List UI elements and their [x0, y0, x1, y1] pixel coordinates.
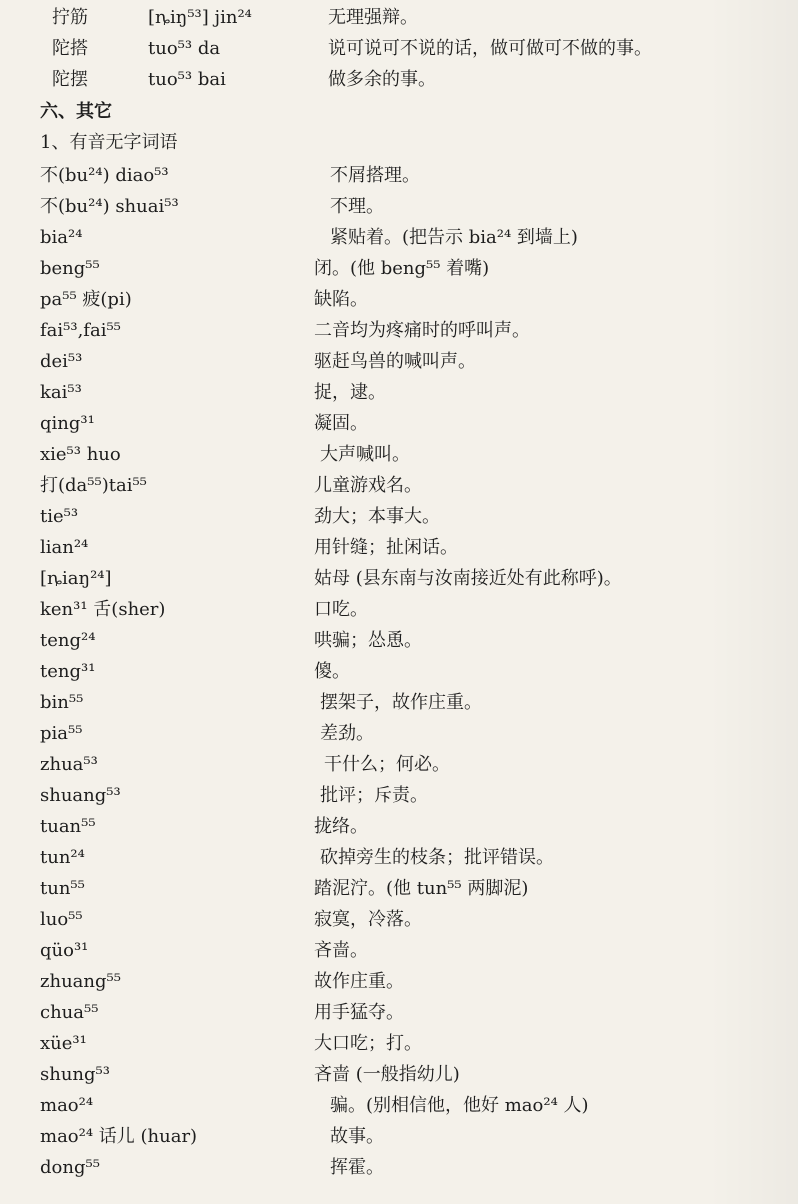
entry-pronunciation: [ȵiŋ⁵³] jin²⁴: [148, 7, 252, 28]
entry-row: [0, 408, 798, 439]
entry-row: [0, 563, 798, 594]
entry-word: 陀摆: [52, 69, 88, 90]
entry-term: tie⁵³: [40, 506, 79, 527]
entry-row: [0, 749, 798, 780]
entry-definition: 捉，逮。: [314, 382, 386, 403]
entry-term: zhua⁵³: [40, 754, 98, 775]
entry-definition: 吝啬 (一般指幼儿): [314, 1064, 460, 1085]
entry-definition: 二音均为疼痛时的呼叫声。: [314, 320, 530, 341]
entry-definition: 踏泥泞。(他 tun⁵⁵ 两脚泥): [314, 878, 529, 899]
entry-term: tuan⁵⁵: [40, 816, 96, 837]
entry-term: tun⁵⁵: [40, 878, 85, 899]
entry-definition: 批评；斥责。: [320, 785, 428, 806]
entry-row: [0, 625, 798, 656]
entry-row: [0, 687, 798, 718]
entry-term: mao²⁴: [40, 1095, 94, 1116]
top-entry-row: [0, 2, 798, 33]
entry-definition: 故作庄重。: [314, 971, 404, 992]
entry-definition: 不屑搭理。: [330, 165, 420, 186]
entry-definition: 大声喊叫。: [320, 444, 410, 465]
entry-definition: 傻。: [314, 661, 350, 682]
entry-term: teng²⁴: [40, 630, 96, 651]
entry-term: mao²⁴ 话儿 (huar): [40, 1126, 198, 1147]
entry-row: [0, 501, 798, 532]
entry-row: [0, 470, 798, 501]
entry-row: [0, 377, 798, 408]
entry-definition: 拢络。: [314, 816, 368, 837]
entry-row: [0, 656, 798, 687]
entry-definition: 哄骗；怂恿。: [314, 630, 422, 651]
entry-definition: 吝啬。: [314, 940, 368, 961]
entry-term: luo⁵⁵: [40, 909, 83, 930]
entry-row: [0, 346, 798, 377]
top-entry-row: [0, 33, 798, 64]
entry-pronunciation: tuo⁵³ da: [148, 38, 221, 59]
entry-definition: 姑母 (县东南与汝南接近处有此称呼)。: [314, 568, 622, 589]
entry-definition: 挥霍。: [330, 1157, 384, 1178]
entry-term: 打(da⁵⁵)tai⁵⁵: [40, 475, 147, 496]
entry-row: [0, 532, 798, 563]
entry-row: [0, 811, 798, 842]
entry-word: 陀搭: [52, 38, 88, 59]
entry-definition: 凝固。: [314, 413, 368, 434]
entry-definition: 缺陷。: [314, 289, 368, 310]
entry-row: [0, 1121, 798, 1152]
entry-definition: 骗。(别相信他，他好 mao²⁴ 人): [330, 1095, 589, 1116]
entry-definition: 摆架子，故作庄重。: [320, 692, 482, 713]
entry-term: kai⁵³: [40, 382, 82, 403]
entry-row: [0, 1059, 798, 1090]
entry-definition: 说可说可不说的话，做可做可不做的事。: [328, 38, 652, 59]
section-heading: 六、其它: [40, 101, 112, 122]
entry-row: [0, 594, 798, 625]
entry-definition: 儿童游戏名。: [314, 475, 422, 496]
entry-row: [0, 1090, 798, 1121]
entry-row: [0, 842, 798, 873]
entry-definition: 闭。(他 beng⁵⁵ 着嘴): [314, 258, 490, 279]
entry-term: xie⁵³ huo: [40, 444, 121, 465]
entry-row: [0, 718, 798, 749]
entry-row: [0, 997, 798, 1028]
entry-term: shuang⁵³: [40, 785, 121, 806]
entry-term: lian²⁴: [40, 537, 89, 558]
entry-row: [0, 439, 798, 470]
entry-term: pia⁵⁵: [40, 723, 83, 744]
entry-row: [0, 284, 798, 315]
entry-term: teng³¹: [40, 661, 96, 682]
entry-term: bia²⁴: [40, 227, 83, 248]
entry-row: [0, 1152, 798, 1183]
entry-term: 不(bu²⁴) shuai⁵³: [40, 196, 179, 217]
entry-definition: 差劲。: [320, 723, 374, 744]
entry-row: [0, 253, 798, 284]
entry-row: [0, 160, 798, 191]
entry-term: zhuang⁵⁵: [40, 971, 121, 992]
entry-definition: 干什么；何必。: [324, 754, 450, 775]
entry-term: shung⁵³: [40, 1064, 110, 1085]
entry-term: beng⁵⁵: [40, 258, 100, 279]
entry-definition: 用针缝；扯闲话。: [314, 537, 458, 558]
entry-definition: 砍掉旁生的枝条；批评错误。: [320, 847, 554, 868]
entry-row: [0, 315, 798, 346]
entry-definition: 不理。: [330, 196, 384, 217]
entry-definition: 无理强辩。: [328, 7, 418, 28]
entry-term: pa⁵⁵ 疲(pi): [40, 289, 132, 310]
entry-definition: 劲大；本事大。: [314, 506, 440, 527]
entry-pronunciation: tuo⁵³ bai: [148, 69, 226, 90]
entry-row: [0, 191, 798, 222]
subsection-heading: 1、有音无字词语: [40, 132, 178, 153]
entry-term: dong⁵⁵: [40, 1157, 100, 1178]
entry-term: qüo³¹: [40, 940, 89, 961]
entry-term: chua⁵⁵: [40, 1002, 99, 1023]
entry-term: [ȵiaŋ²⁴]: [40, 568, 112, 589]
entry-term: qing³¹: [40, 413, 95, 434]
entry-definition: 故事。: [330, 1126, 384, 1147]
entry-term: tun²⁴: [40, 847, 85, 868]
entry-definition: 驱赶鸟兽的喊叫声。: [314, 351, 476, 372]
entry-word: 拧筋: [52, 7, 88, 28]
entry-row: [0, 222, 798, 253]
entry-term: ken³¹ 舌(sher): [40, 599, 166, 620]
top-entry-row: [0, 64, 798, 95]
entry-row: [0, 873, 798, 904]
entry-row: [0, 935, 798, 966]
entry-definition: 做多余的事。: [328, 69, 436, 90]
entry-definition: 口吃。: [314, 599, 368, 620]
entry-row: [0, 904, 798, 935]
entry-row: [0, 966, 798, 997]
entry-row: [0, 780, 798, 811]
entry-definition: 紧贴着。(把告示 bia²⁴ 到墙上): [330, 227, 578, 248]
entry-term: dei⁵³: [40, 351, 83, 372]
entry-definition: 大口吃；打。: [314, 1033, 422, 1054]
entry-term: fai⁵³,fai⁵⁵: [40, 320, 121, 341]
entry-term: 不(bu²⁴) diao⁵³: [40, 165, 169, 186]
entry-term: bin⁵⁵: [40, 692, 84, 713]
entry-term: xüe³¹: [40, 1033, 87, 1054]
entry-row: [0, 1028, 798, 1059]
entry-definition: 用手猛夺。: [314, 1002, 404, 1023]
entry-definition: 寂寞，冷落。: [314, 909, 422, 930]
